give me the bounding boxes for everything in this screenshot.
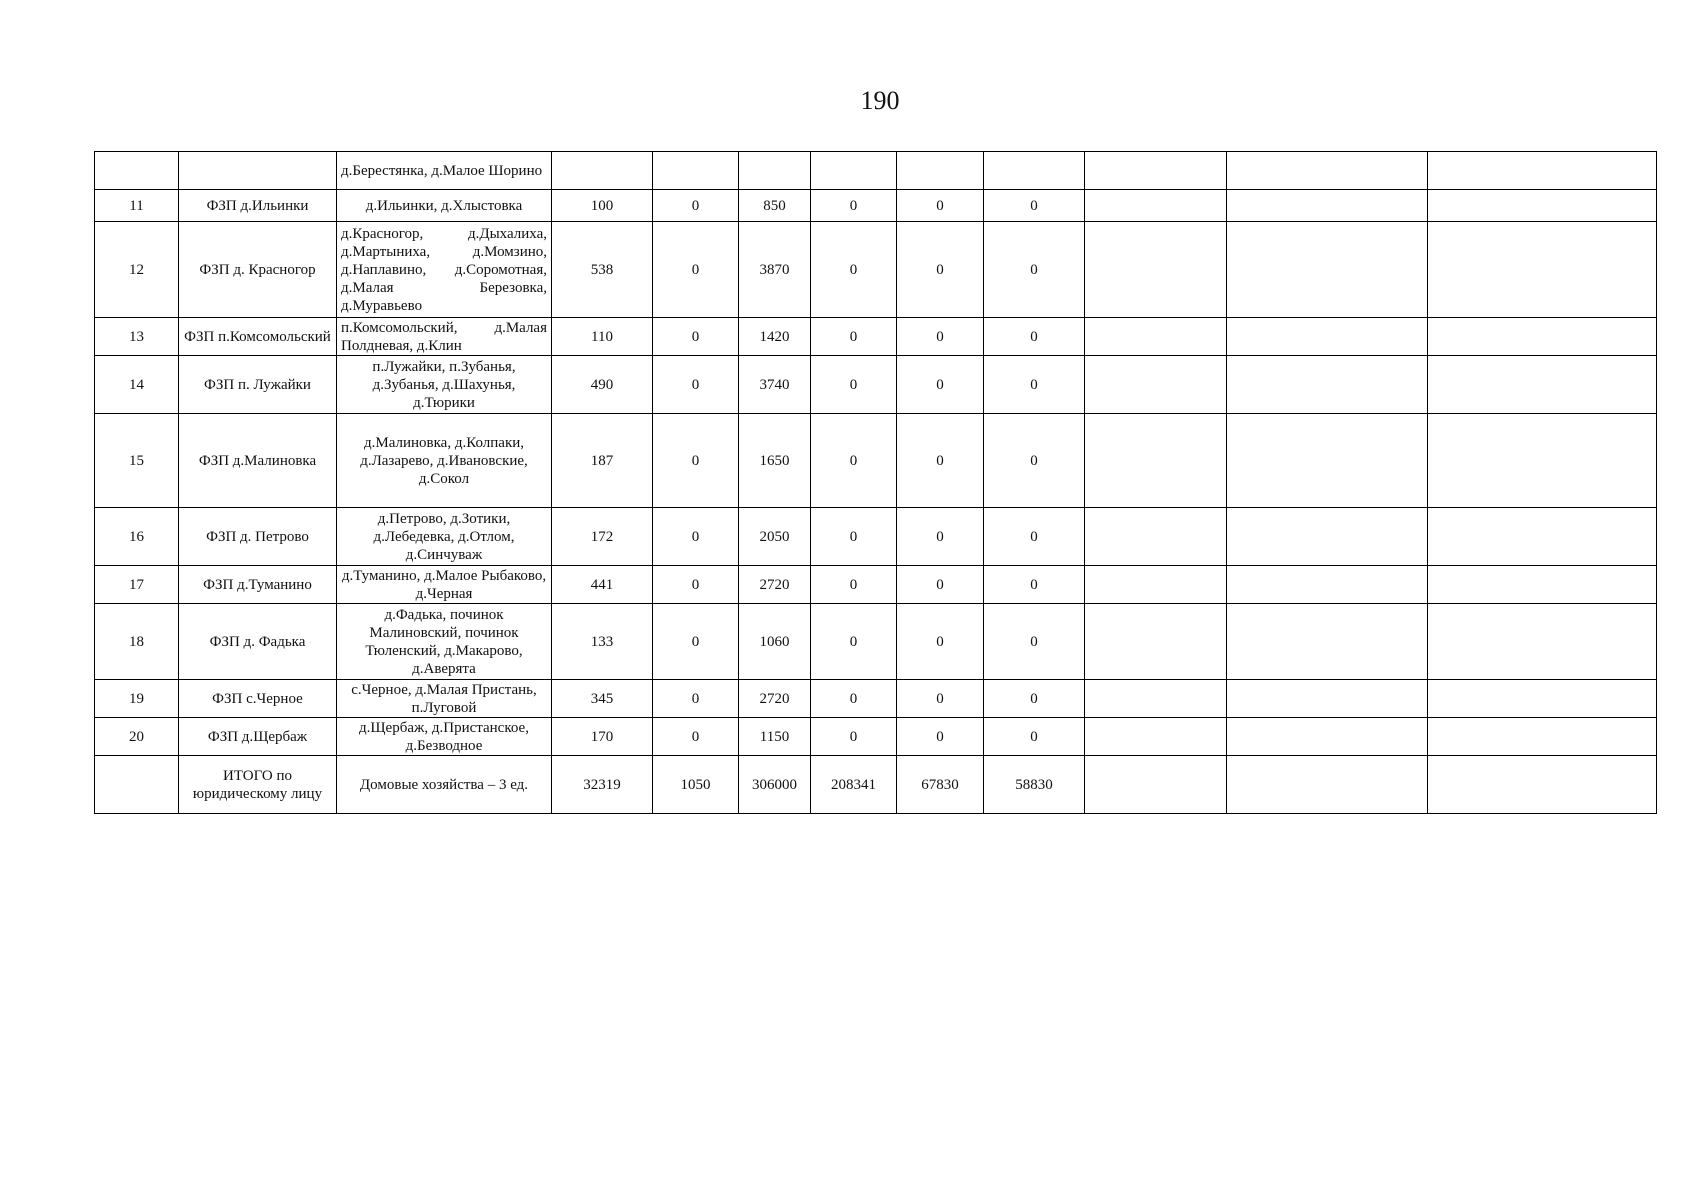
row-number bbox=[95, 152, 179, 190]
served-settlements: д.Красногор, д.Дыхалиха, д.Мартыниха, д.Момзино, д.Наплавино, д.Соромотная, д.Малая Березовка, д.Муравьево bbox=[337, 222, 552, 318]
value-2: 0 bbox=[653, 318, 739, 356]
empty-cell bbox=[1428, 356, 1657, 414]
empty-cell bbox=[1085, 718, 1227, 756]
value-4: 0 bbox=[811, 190, 897, 222]
value-4 bbox=[811, 152, 897, 190]
row-number: 15 bbox=[95, 414, 179, 508]
facility-name: ИТОГО по юридическому лицу bbox=[179, 756, 337, 814]
value-6: 58830 bbox=[984, 756, 1085, 814]
register-table bbox=[94, 151, 1657, 814]
empty-cell bbox=[1085, 566, 1227, 604]
value-4: 0 bbox=[811, 356, 897, 414]
value-2: 0 bbox=[653, 604, 739, 680]
empty-cell bbox=[1227, 222, 1428, 318]
empty-cell bbox=[1428, 508, 1657, 566]
empty-cell bbox=[1428, 680, 1657, 718]
value-6: 0 bbox=[984, 680, 1085, 718]
facility-name: ФЗП д. Петрово bbox=[179, 508, 337, 566]
empty-cell bbox=[1428, 414, 1657, 508]
table-row bbox=[95, 566, 1657, 604]
value-3: 2720 bbox=[739, 680, 811, 718]
facility-name: ФЗП д.Щербаж bbox=[179, 718, 337, 756]
value-5: 0 bbox=[897, 680, 984, 718]
served-settlements: д.Малиновка, д.Колпаки, д.Лазарево, д.Ивановские, д.Сокол bbox=[337, 414, 552, 508]
table-row bbox=[95, 318, 1657, 356]
empty-cell bbox=[1428, 566, 1657, 604]
value-6: 0 bbox=[984, 718, 1085, 756]
row-number: 20 bbox=[95, 718, 179, 756]
value-5: 0 bbox=[897, 318, 984, 356]
empty-cell bbox=[1227, 414, 1428, 508]
row-number: 19 bbox=[95, 680, 179, 718]
value-2: 0 bbox=[653, 356, 739, 414]
empty-cell bbox=[1428, 318, 1657, 356]
empty-cell bbox=[1227, 680, 1428, 718]
empty-cell bbox=[1227, 152, 1428, 190]
empty-cell bbox=[1085, 414, 1227, 508]
empty-cell bbox=[1428, 222, 1657, 318]
row-number: 17 bbox=[95, 566, 179, 604]
empty-cell bbox=[1428, 718, 1657, 756]
value-2: 0 bbox=[653, 508, 739, 566]
value-3: 2720 bbox=[739, 566, 811, 604]
value-6: 0 bbox=[984, 222, 1085, 318]
value-1 bbox=[552, 152, 653, 190]
value-2: 0 bbox=[653, 222, 739, 318]
value-1: 32319 bbox=[552, 756, 653, 814]
value-4: 0 bbox=[811, 566, 897, 604]
table-row bbox=[95, 414, 1657, 508]
value-3: 1420 bbox=[739, 318, 811, 356]
value-4: 0 bbox=[811, 680, 897, 718]
empty-cell bbox=[1428, 604, 1657, 680]
value-5: 0 bbox=[897, 718, 984, 756]
total-row bbox=[95, 756, 1657, 814]
row-number: 16 bbox=[95, 508, 179, 566]
empty-cell bbox=[1085, 222, 1227, 318]
served-settlements: п.Комсомольский, д.Малая Полдневая, д.Клин bbox=[337, 318, 552, 356]
row-number: 18 bbox=[95, 604, 179, 680]
value-4: 208341 bbox=[811, 756, 897, 814]
value-4: 0 bbox=[811, 414, 897, 508]
table-row bbox=[95, 152, 1657, 190]
facility-name: ФЗП д.Малиновка bbox=[179, 414, 337, 508]
value-1: 133 bbox=[552, 604, 653, 680]
value-6: 0 bbox=[984, 414, 1085, 508]
facility-name bbox=[179, 152, 337, 190]
empty-cell bbox=[1085, 190, 1227, 222]
table-row bbox=[95, 508, 1657, 566]
row-number: 13 bbox=[95, 318, 179, 356]
value-3: 306000 bbox=[739, 756, 811, 814]
value-1: 170 bbox=[552, 718, 653, 756]
empty-cell bbox=[1085, 318, 1227, 356]
value-6: 0 bbox=[984, 318, 1085, 356]
value-1: 441 bbox=[552, 566, 653, 604]
table-row bbox=[95, 680, 1657, 718]
row-number: 14 bbox=[95, 356, 179, 414]
empty-cell bbox=[1428, 756, 1657, 814]
served-settlements: д.Петрово, д.Зотики, д.Лебедевка, д.Отлом, д.Синчуваж bbox=[337, 508, 552, 566]
value-5: 0 bbox=[897, 566, 984, 604]
value-2: 0 bbox=[653, 680, 739, 718]
empty-cell bbox=[1428, 152, 1657, 190]
facility-name: ФЗП д. Красногор bbox=[179, 222, 337, 318]
value-4: 0 bbox=[811, 508, 897, 566]
value-4: 0 bbox=[811, 222, 897, 318]
value-5: 0 bbox=[897, 222, 984, 318]
value-5: 0 bbox=[897, 356, 984, 414]
facility-name: ФЗП д.Туманино bbox=[179, 566, 337, 604]
empty-cell bbox=[1085, 604, 1227, 680]
value-1: 345 bbox=[552, 680, 653, 718]
row-number: 11 bbox=[95, 190, 179, 222]
facility-name: ФЗП д. Фадька bbox=[179, 604, 337, 680]
served-settlements: с.Черное, д.Малая Пристань, п.Луговой bbox=[337, 680, 552, 718]
empty-cell bbox=[1085, 680, 1227, 718]
value-1: 490 bbox=[552, 356, 653, 414]
value-2: 0 bbox=[653, 566, 739, 604]
served-settlements: д.Фадька, починок Малиновский, починок Тюленский, д.Макарово, д.Аверята bbox=[337, 604, 552, 680]
value-1: 100 bbox=[552, 190, 653, 222]
value-3: 1060 bbox=[739, 604, 811, 680]
served-settlements: д.Туманино, д.Малое Рыбаково, д.Черная bbox=[337, 566, 552, 604]
value-6: 0 bbox=[984, 566, 1085, 604]
value-3: 3740 bbox=[739, 356, 811, 414]
served-settlements: п.Лужайки, п.Зубанья, д.Зубанья, д.Шахунья, д.Тюрики bbox=[337, 356, 552, 414]
value-2: 0 bbox=[653, 718, 739, 756]
value-1: 538 bbox=[552, 222, 653, 318]
served-settlements: Домовые хозяйства – 3 ед. bbox=[337, 756, 552, 814]
empty-cell bbox=[1227, 566, 1428, 604]
value-1: 110 bbox=[552, 318, 653, 356]
value-6 bbox=[984, 152, 1085, 190]
served-settlements: д.Берестянка, д.Малое Шорино bbox=[337, 152, 552, 190]
served-settlements: д.Ильинки, д.Хлыстовка bbox=[337, 190, 552, 222]
table-row bbox=[95, 222, 1657, 318]
value-3: 850 bbox=[739, 190, 811, 222]
value-4: 0 bbox=[811, 718, 897, 756]
value-2: 0 bbox=[653, 414, 739, 508]
empty-cell bbox=[1227, 356, 1428, 414]
value-1: 187 bbox=[552, 414, 653, 508]
value-5: 67830 bbox=[897, 756, 984, 814]
table-row bbox=[95, 718, 1657, 756]
facility-name: ФЗП п. Лужайки bbox=[179, 356, 337, 414]
table-body bbox=[95, 152, 1657, 814]
empty-cell bbox=[1085, 356, 1227, 414]
empty-cell bbox=[1428, 190, 1657, 222]
table-row bbox=[95, 356, 1657, 414]
value-2: 0 bbox=[653, 190, 739, 222]
value-6: 0 bbox=[984, 508, 1085, 566]
value-5: 0 bbox=[897, 190, 984, 222]
value-6: 0 bbox=[984, 604, 1085, 680]
value-3: 2050 bbox=[739, 508, 811, 566]
value-3: 1650 bbox=[739, 414, 811, 508]
empty-cell bbox=[1227, 718, 1428, 756]
row-number: 12 bbox=[95, 222, 179, 318]
value-1: 172 bbox=[552, 508, 653, 566]
empty-cell bbox=[1227, 508, 1428, 566]
empty-cell bbox=[1227, 190, 1428, 222]
value-5: 0 bbox=[897, 414, 984, 508]
empty-cell bbox=[1085, 508, 1227, 566]
value-2: 1050 bbox=[653, 756, 739, 814]
table-row bbox=[95, 190, 1657, 222]
value-4: 0 bbox=[811, 604, 897, 680]
empty-cell bbox=[1227, 318, 1428, 356]
served-settlements: д.Щербаж, д.Пристанское, д.Безводное bbox=[337, 718, 552, 756]
value-5: 0 bbox=[897, 604, 984, 680]
page-number: 190 bbox=[860, 86, 900, 115]
empty-cell bbox=[1085, 152, 1227, 190]
value-3 bbox=[739, 152, 811, 190]
value-4: 0 bbox=[811, 318, 897, 356]
value-2 bbox=[653, 152, 739, 190]
facility-name: ФЗП п.Комсомольский bbox=[179, 318, 337, 356]
value-3: 3870 bbox=[739, 222, 811, 318]
facility-name: ФЗП д.Ильинки bbox=[179, 190, 337, 222]
facility-name: ФЗП с.Черное bbox=[179, 680, 337, 718]
row-number bbox=[95, 756, 179, 814]
empty-cell bbox=[1085, 756, 1227, 814]
empty-cell bbox=[1227, 604, 1428, 680]
empty-cell bbox=[1227, 756, 1428, 814]
value-6: 0 bbox=[984, 190, 1085, 222]
value-3: 1150 bbox=[739, 718, 811, 756]
table-row bbox=[95, 604, 1657, 680]
value-6: 0 bbox=[984, 356, 1085, 414]
value-5: 0 bbox=[897, 508, 984, 566]
value-5 bbox=[897, 152, 984, 190]
